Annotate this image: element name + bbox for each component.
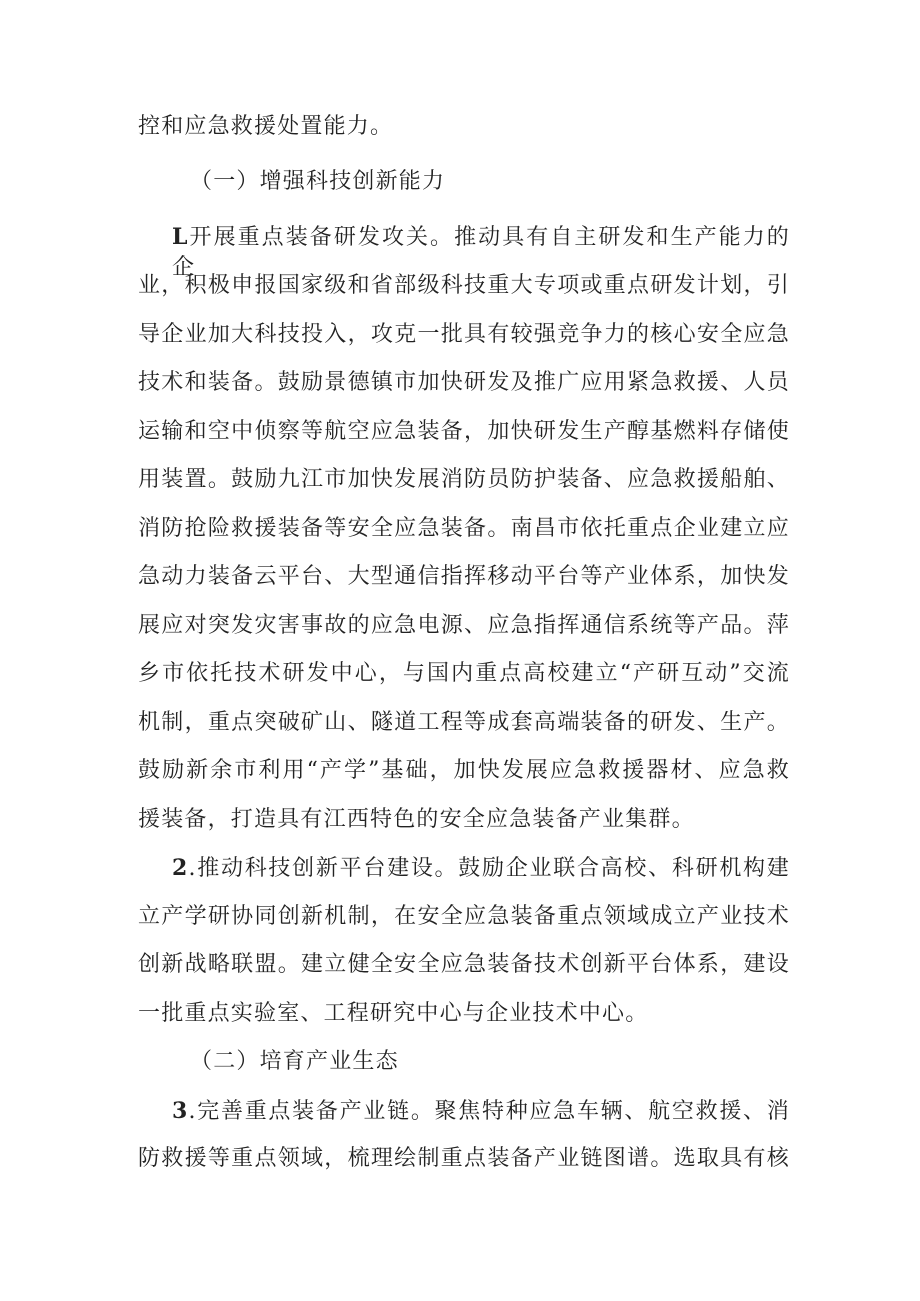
item-text: 开展重点装备研发攻关。推动具有自主研发和生产能力的企 [172,225,790,280]
paragraph-line [172,1096,790,1127]
item-number: L [172,224,189,250]
paragraph-line: 业，积极申报国家级和省部级科技重大专项或重点研发计划，引 [138,273,790,298]
paragraph-line: 展应对突发灾害事故的应急电源、应急指挥通信系统等产品。萍 [138,613,790,638]
paragraph-line: 援装备，打造具有江西特色的安全应急装备产业集群。 [138,807,695,832]
paragraph-line: 立产学研协同创新机制，在安全应急装备重点领域成立产业技术 [138,904,790,929]
paragraph-line: 鼓励新余市利用“产学”基础，加快发展应急救援器材、应急救 [138,758,790,783]
paragraph-line: 防救援等重点领域，梳理绘制重点装备产业链图谱。选取具有核 [138,1146,790,1171]
item-text: .完善重点装备产业链。聚焦特种应急车辆、航空救援、消 [188,1099,790,1124]
paragraph-line: 运输和空中侦察等航空应急装备，加快研发生产醇基燃料存储使 [138,419,790,444]
paragraph-line: 急动力装备云平台、大型通信指挥移动平台等产业体系，加快发 [138,564,790,589]
paragraph-line: 创新战略联盟。建立健全安全应急装备技术创新平台体系，建设 [138,952,790,977]
paragraph-line [172,853,790,884]
section-heading: （一）增强科技创新能力 [190,169,446,194]
paragraph-line: 一批重点实验室、工程研究中心与企业技术中心。 [138,1001,649,1026]
item-number: 2 [172,855,189,881]
paragraph-line: 乡市依托技术研发中心，与国内重点高校建立“产研互动”交流 [138,661,790,686]
paragraph-line: 用装置。鼓励九江市加快发展消防员防护装备、应急救援船舶、 [138,467,790,492]
section-heading: （二）培育产业生态 [190,1049,399,1074]
paragraph-line: 控和应急救援处置能力。 [138,114,394,139]
item-text: .推动科技创新平台建设。鼓励企业联合高校、科研机构建 [188,856,790,881]
paragraph-line: 导企业加大科技投入，攻克一批具有较强竞争力的核心安全应急 [138,322,790,347]
item-number: 3 [172,1098,189,1124]
paragraph-line: 技术和装备。鼓励景德镇市加快研发及推广应用紧急救援、人员 [138,370,790,395]
paragraph-line: 消防抢险救援装备等安全应急装备。南昌市依托重点企业建立应 [138,516,790,541]
paragraph-line: 机制，重点突破矿山、隧道工程等成套高端装备的研发、生产。 [138,710,790,735]
